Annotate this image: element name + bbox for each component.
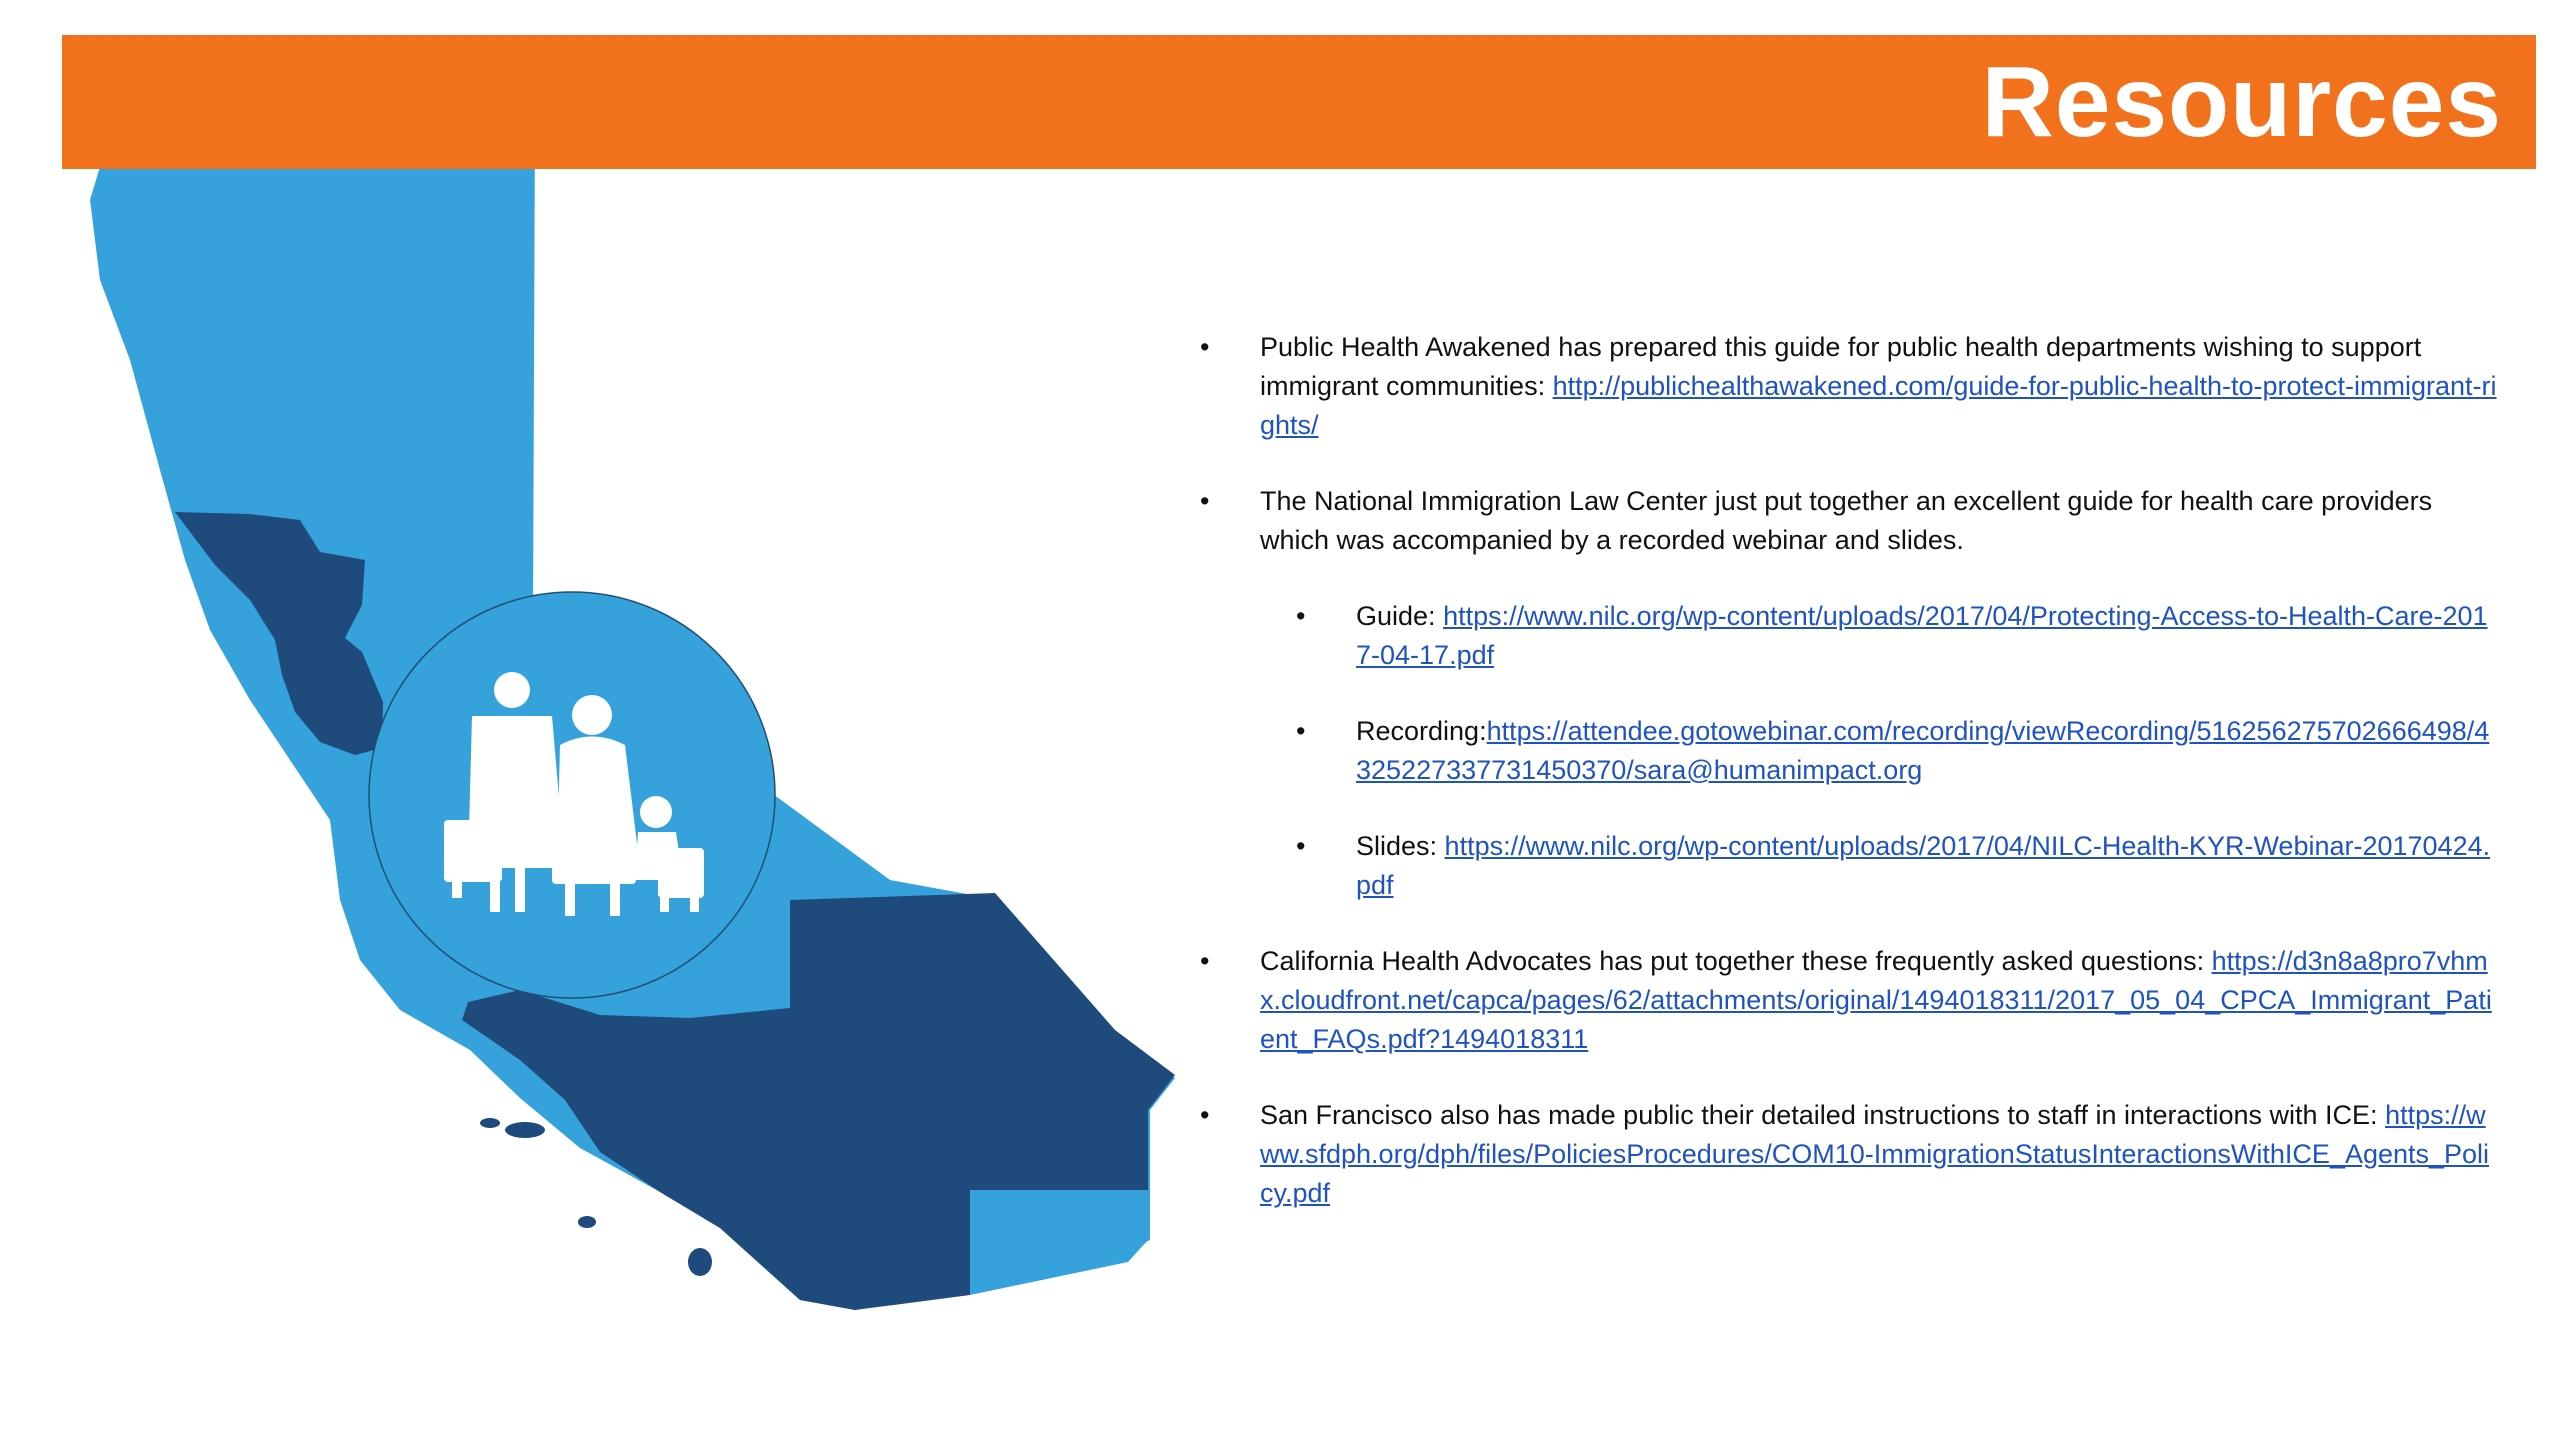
island-3	[601, 1145, 619, 1155]
recording-link[interactable]: https://attendee.gotowebinar.com/recording/viewRecording/516256275702666498/4325227337731450370/sara@humanimpact.org	[1356, 716, 2490, 785]
list-item	[1200, 942, 2500, 1059]
resources-list	[1200, 328, 2500, 1250]
page-title: Resources	[1981, 46, 2502, 158]
island-2	[480, 1118, 500, 1128]
resource-text: San Francisco also has made public their detailed instructions to staff in interactions with ICE:	[1260, 1100, 2386, 1130]
sub-item-label: Slides:	[1356, 831, 1445, 861]
sub-list-item	[1200, 827, 2500, 905]
sub-item-label: Guide:	[1356, 601, 1444, 631]
resource-link[interactable]: https://www.sfdph.org/dph/files/PoliciesProcedures/COM10-ImmigrationStatusInteractionsWithICE_Agents_Policy.pdf	[1260, 1100, 2490, 1208]
resource-text: California Health Advocates has put together these frequently asked questions:	[1260, 946, 2212, 976]
list-item	[1200, 1096, 2500, 1213]
list-item	[1200, 482, 2500, 560]
california-map	[0, 0, 1200, 1320]
island-6	[688, 1248, 712, 1276]
resource-text: The National Immigration Law Center just put together an excellent guide for health care providers which was accompanied by a recorded webinar and slides.	[1260, 486, 2433, 555]
resource-text: Public Health Awakened has prepared this guide for public health departments wishing to support immigrant communities:	[1260, 332, 2422, 401]
guide-link[interactable]: https://www.nilc.org/wp-content/uploads/2017/04/Protecting-Access-to-Health-Care-2017-04-17.pdf	[1356, 601, 2488, 670]
resource-link[interactable]: https://d3n8a8pro7vhmx.cloudfront.net/capca/pages/62/attachments/original/1494018311/2017_05_04_CPCA_Immigrant_Patient_FAQs.pdf?1494018311	[1260, 946, 2492, 1054]
imperial-county-region	[970, 1190, 1148, 1295]
sub-list-item	[1200, 597, 2500, 675]
island-4	[691, 1196, 719, 1214]
sub-list-item	[1200, 712, 2500, 790]
title-bar	[62, 35, 2536, 169]
island-1	[505, 1122, 545, 1138]
resource-link[interactable]: http://publichealthawakened.com/guide-for-public-health-to-protect-immigrant-rights/	[1260, 371, 2497, 440]
list-item	[1200, 328, 2500, 445]
island-5	[578, 1216, 596, 1228]
sub-item-label: Recording:	[1356, 716, 1487, 746]
slides-link[interactable]: https://www.nilc.org/wp-content/uploads/2017/04/NILC-Health-KYR-Webinar-20170424.pdf	[1356, 831, 2491, 900]
